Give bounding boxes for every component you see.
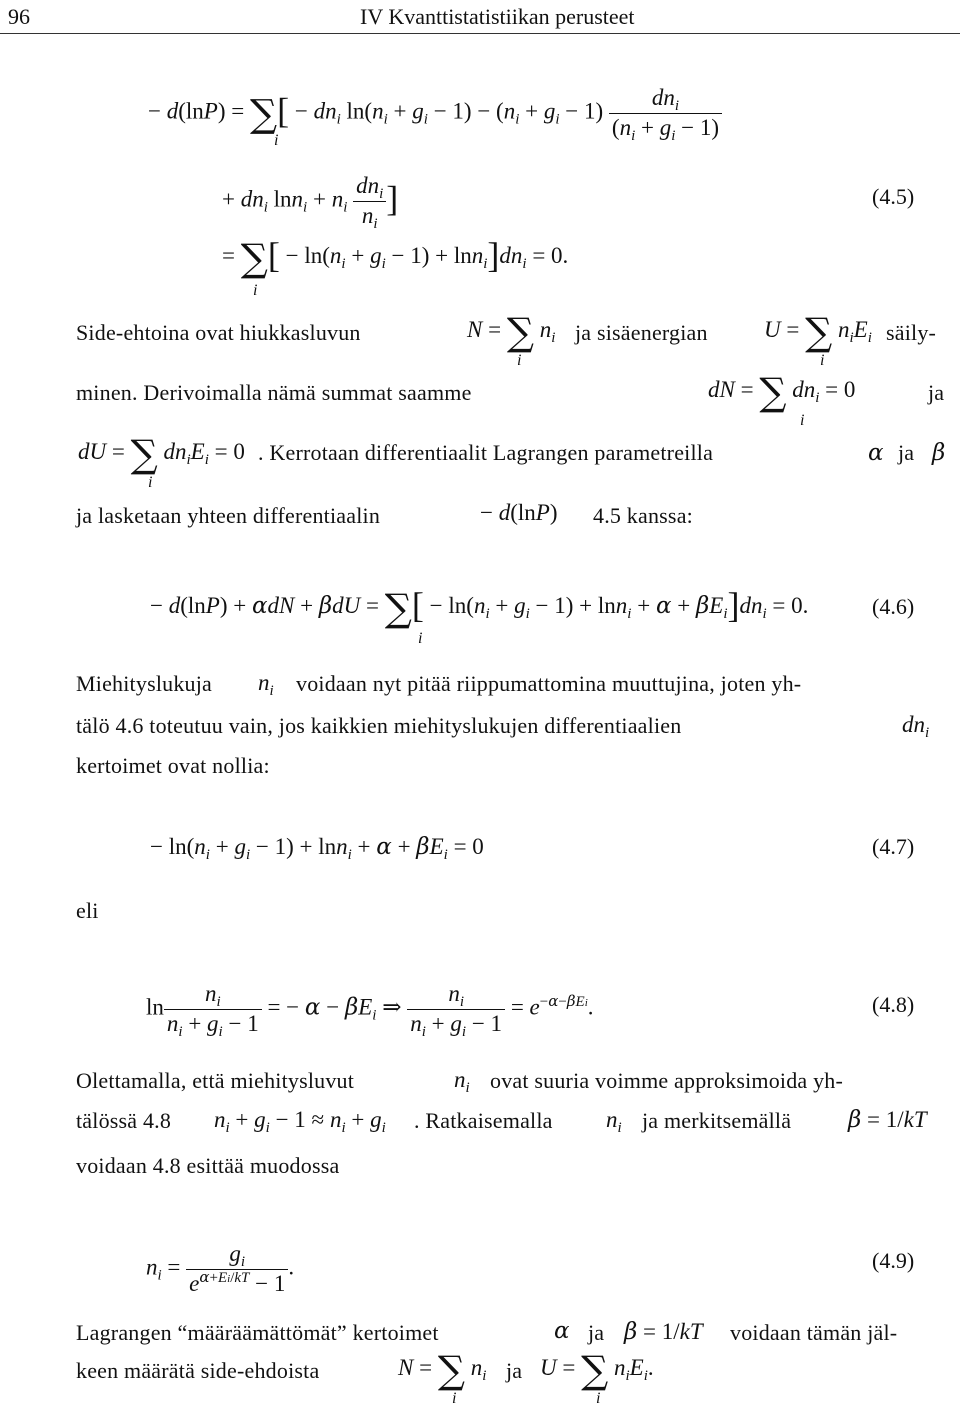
equation-number-4-7: (4.7) (872, 834, 915, 859)
paragraph-text: säily- (886, 320, 937, 345)
sum-index: i (820, 352, 825, 369)
inline-math-dlnP: − d(lnP) (480, 500, 558, 525)
paragraph-text: Lagrangen “määräämättömät” kertoimet (76, 1320, 439, 1345)
inline-math-dN: dN = ∑ $dn_i = 0$ (708, 370, 856, 414)
paragraph-text: ja (506, 1358, 523, 1383)
symbol-alpha: α (554, 1318, 570, 1344)
paragraph-text: ovat suuria voimme approksimoida yh- (490, 1068, 844, 1093)
inline-math-N: N = ∑ $n_i$ (467, 310, 556, 354)
equation-4-5-line2: + $dn_i$ $\ln n_i + n_i$ $\frac{dn_i}{n_i}$ ] (222, 173, 399, 232)
inline-math-ni: $n_i$ (606, 1107, 622, 1136)
equation-number-4-9: (4.9) (872, 1248, 915, 1273)
paragraph-text: keen määrätä side-ehdoista (76, 1358, 320, 1383)
inline-math-beta-def: β = 1/kT (624, 1319, 703, 1345)
sum-index: i (418, 630, 423, 647)
sum-index: i (800, 412, 805, 429)
paragraph-text: ja sisäenergian (575, 320, 708, 345)
equation-4-5-line3: = ∑[ − $\ln(n_i + g_i - 1) + \ln n_i]dn_i = 0$. (222, 235, 569, 280)
paragraph-text: ja (898, 440, 915, 465)
paragraph-text: kertoimet ovat nollia: (76, 753, 270, 778)
sum-index: i (148, 474, 153, 491)
inline-math-ni: $n_i$ (454, 1067, 470, 1096)
paragraph-text: tälö 4.6 toteutuu vain, jos kaikkien miehityslukujen differentiaalien (76, 713, 682, 738)
equation-4-7: − $\ln(n_i + g_i - 1) + \ln n_i + \alpha + \beta E_i = 0$ (150, 834, 484, 863)
inline-math-dni: $dn_i$ (902, 712, 930, 741)
symbol-alpha: α (868, 440, 884, 466)
paragraph-text: voidaan nyt pitää riippumattomina muuttujina, joten yh- (296, 671, 802, 696)
paragraph-text: Miehityslukuja (76, 671, 213, 696)
paragraph-text: ja lasketaan yhteen differentiaalin (76, 503, 381, 528)
sum-index: i (517, 352, 522, 369)
inline-math-U: U = ∑ $n_iE_i$. (540, 1348, 654, 1392)
symbol-beta: β (932, 440, 946, 466)
paragraph-text: Olettamalla, että miehitysluvut (76, 1068, 355, 1093)
inline-math-approx: $n_i + g_i - 1 \approx n_i + g_i$ (214, 1107, 386, 1136)
sum-index: i (596, 1390, 601, 1407)
equation-number-4-8: (4.8) (872, 992, 915, 1017)
page-number: 96 (8, 4, 30, 29)
paragraph-text: ja merkitsemällä (642, 1108, 792, 1133)
equation-4-6: − d(lnP) + αdN + βdU = ∑[ − $\ln(n_i + g_i - 1) + \ln n_i + \alpha + \beta E_i]dn_i = 0$. (150, 585, 809, 630)
paragraph-text: 4.5 kanssa: (593, 503, 693, 528)
equation-4-8: ln $\frac{n_i}{n_i + g_i - 1}$ = − $\alpha - \beta E_i$ ⇒ $\frac{n_i}{n_i + g_i - 1}$ = $e^{-\alpha-\beta Ei}$. (146, 981, 594, 1040)
inline-math-U: U = ∑ $n_iE_i$ (764, 310, 872, 354)
paragraph-text: voidaan 4.8 esittää muodossa (76, 1153, 340, 1178)
sum-index: i (274, 132, 279, 149)
running-title: IV Kvanttistatistiikan perusteet (360, 4, 635, 29)
paragraph-text: ja (588, 1320, 605, 1345)
paragraph-text: eli (76, 898, 99, 923)
paragraph-text: minen. Derivoimalla nämä summat saamme (76, 380, 472, 405)
header-rule (0, 33, 960, 34)
equation-4-9: $n_i$ = $\frac{g_i}{e^{\alpha+Ei/kT} - 1}$ . (146, 1241, 295, 1296)
inline-math-N: N = ∑ $n_i$ (398, 1348, 487, 1392)
paragraph-text: Side-ehtoina ovat hiukkasluvun (76, 320, 361, 345)
paragraph-text: tälössä 4.8 (76, 1108, 172, 1133)
inline-math-ni: $n_i$ (258, 670, 274, 699)
sum-index: i (452, 1390, 457, 1407)
paragraph-text: . Ratkaisemalla (414, 1108, 553, 1133)
inline-math-dU: dU = ∑ $dn_iE_i = 0$ (78, 432, 245, 476)
equation-number-4-5: (4.5) (872, 184, 915, 209)
equation-number-4-6: (4.6) (872, 594, 915, 619)
paragraph-text: . Kerrotaan differentiaalit Lagrangen parametreilla (258, 440, 714, 465)
inline-math-beta-def: β = 1/kT (848, 1107, 927, 1133)
paragraph-text: ja (928, 380, 945, 405)
equation-4-5-line1: − d(lnP) = ∑[ − $dn_i$ $\ln(n_i + g_i - 1) - (n_i + g_i - 1)$ $\frac{dn_i}{(n_i + g_i - 1)}$ (148, 84, 722, 143)
paragraph-text: voidaan tämän jäl- (730, 1320, 898, 1345)
sum-index: i (253, 282, 258, 299)
